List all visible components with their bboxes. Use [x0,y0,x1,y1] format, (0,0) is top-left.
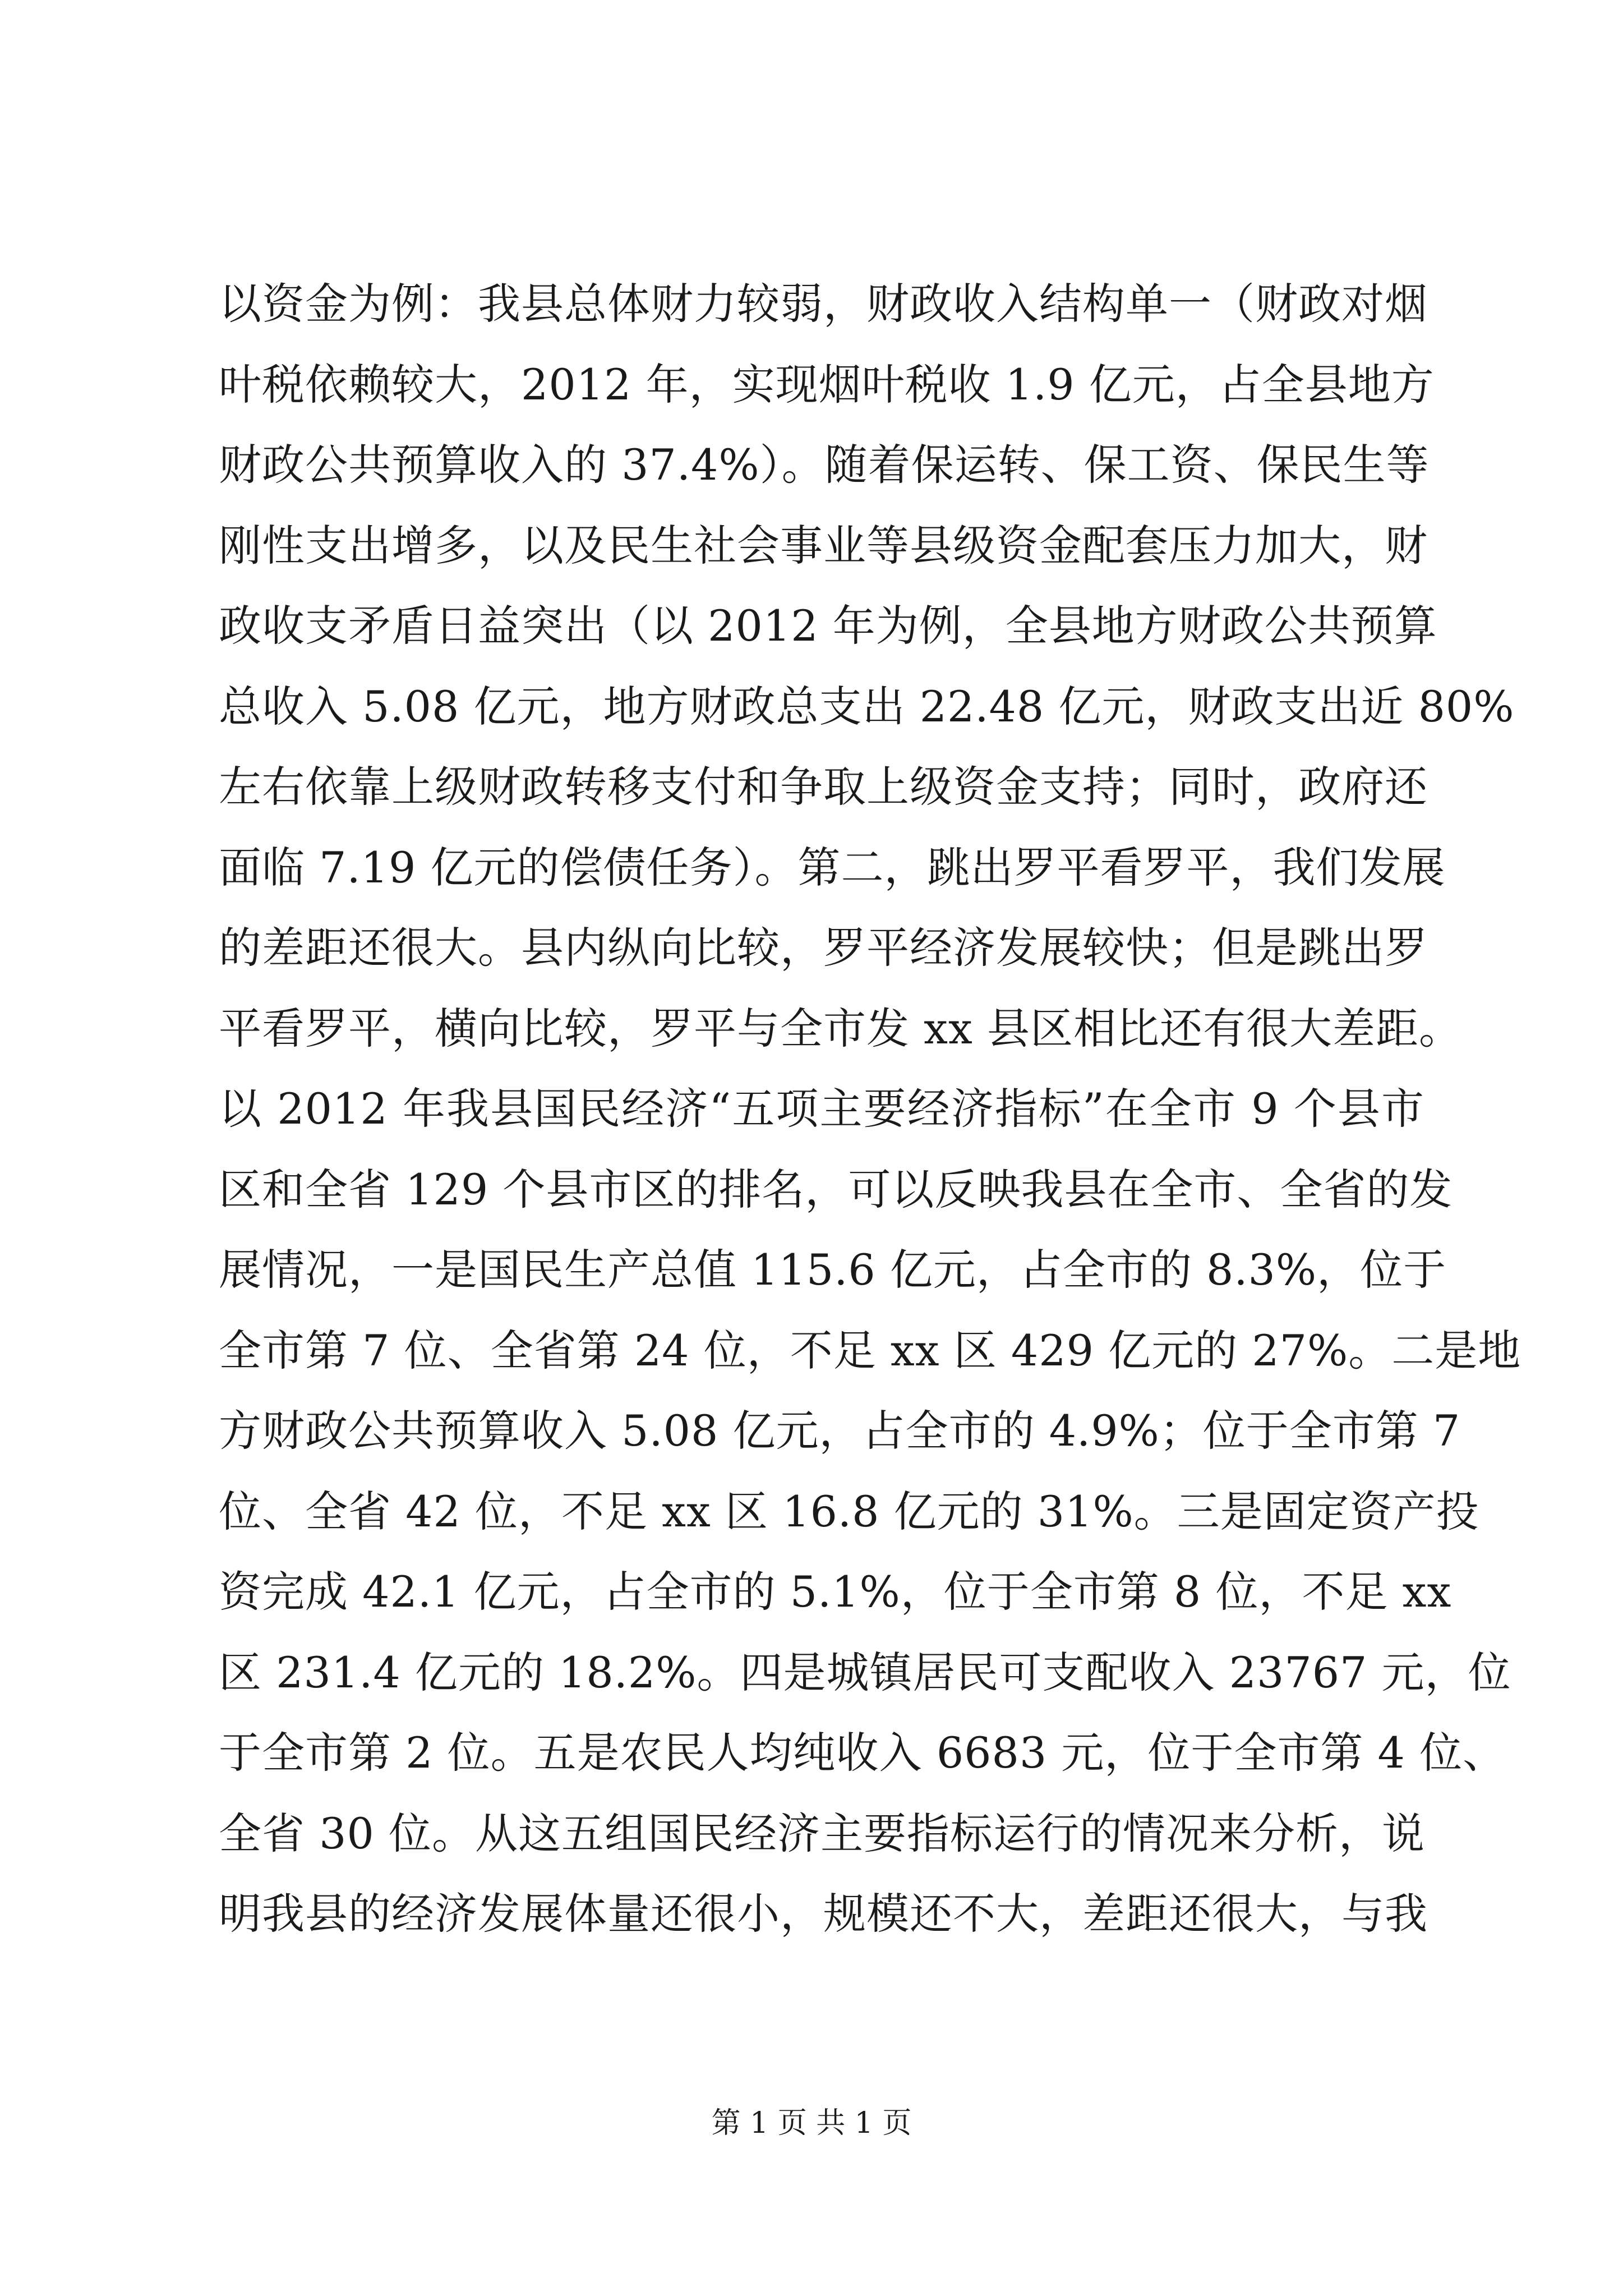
text-line: 以资金为例：我县总体财力较弱，财政收入结构单一（财政对烟 [219,279,1428,329]
text-line: 叶税依赖较大，2012 年，实现烟叶税收 1.9 亿元，占全县地方 [219,359,1435,409]
text-line: 于全市第 2 位。五是农民人均纯收入 6683 元，位于全市第 4 位、 [219,1728,1506,1778]
text-line: 位、全省 42 位，不足 xx 区 16.8 亿元的 31%。三是固定资产投 [219,1486,1479,1536]
text-line: 展情况，一是国民生产总值 115.6 亿元，占全市的 8.3%，位于 [219,1245,1447,1295]
text-line: 区和全省 129 个县市区的排名，可以反映我县在全市、全省的发 [219,1164,1453,1214]
text-line: 资完成 42.1 亿元，占全市的 5.1%，位于全市第 8 位，不足 xx [219,1567,1452,1617]
text-line: 全市第 7 位、全省第 24 位，不足 xx 区 429 亿元的 27%。二是地 [219,1325,1521,1375]
text-line: 明我县的经济发展体量还很小，规模还不大，差距还很大，与我 [219,1889,1428,1939]
text-line: 政收支矛盾日益突出（以 2012 年为例，全县地方财政公共预算 [219,601,1437,651]
text-line: 方财政公共预算收入 5.08 亿元，占全市的 4.9%；位于全市第 7 [219,1406,1461,1456]
text-line: 全省 30 位。从这五组国民经济主要指标运行的情况来分析，说 [219,1808,1426,1858]
text-line: 区 231.4 亿元的 18.2%。四是城镇居民可支配收入 23767 元，位 [219,1647,1511,1697]
page-number-label: 第 1 页 共 1 页 [711,2106,912,2140]
text-line: 面临 7.19 亿元的偿债任务）。第二，跳出罗平看罗平，我们发展 [219,842,1446,892]
text-line: 以 2012 年我县国民经济“五项主要经济指标”在全市 9 个县市 [219,1084,1424,1134]
text-line: 刚性支出增多，以及民生社会事业等县级资金配套压力加大，财 [219,520,1428,570]
text-line: 总收入 5.08 亿元，地方财政总支出 22.48 亿元，财政支出近 80% [219,681,1515,731]
page-footer [0,2104,1623,2143]
text-line: 的差距还很大。县内纵向比较，罗平经济发展较快；但是跳出罗 [219,923,1428,973]
text-line: 左右依靠上级财政转移支付和争取上级资金支持；同时，政府还 [219,762,1428,812]
text-line: 财政公共预算收入的 37.4%）。随着保运转、保工资、保民生等 [219,440,1430,490]
text-line: 平看罗平，横向比较，罗平与全市发 xx 县区相比还有很大差距。 [219,1003,1463,1053]
body-text [219,264,1521,1954]
